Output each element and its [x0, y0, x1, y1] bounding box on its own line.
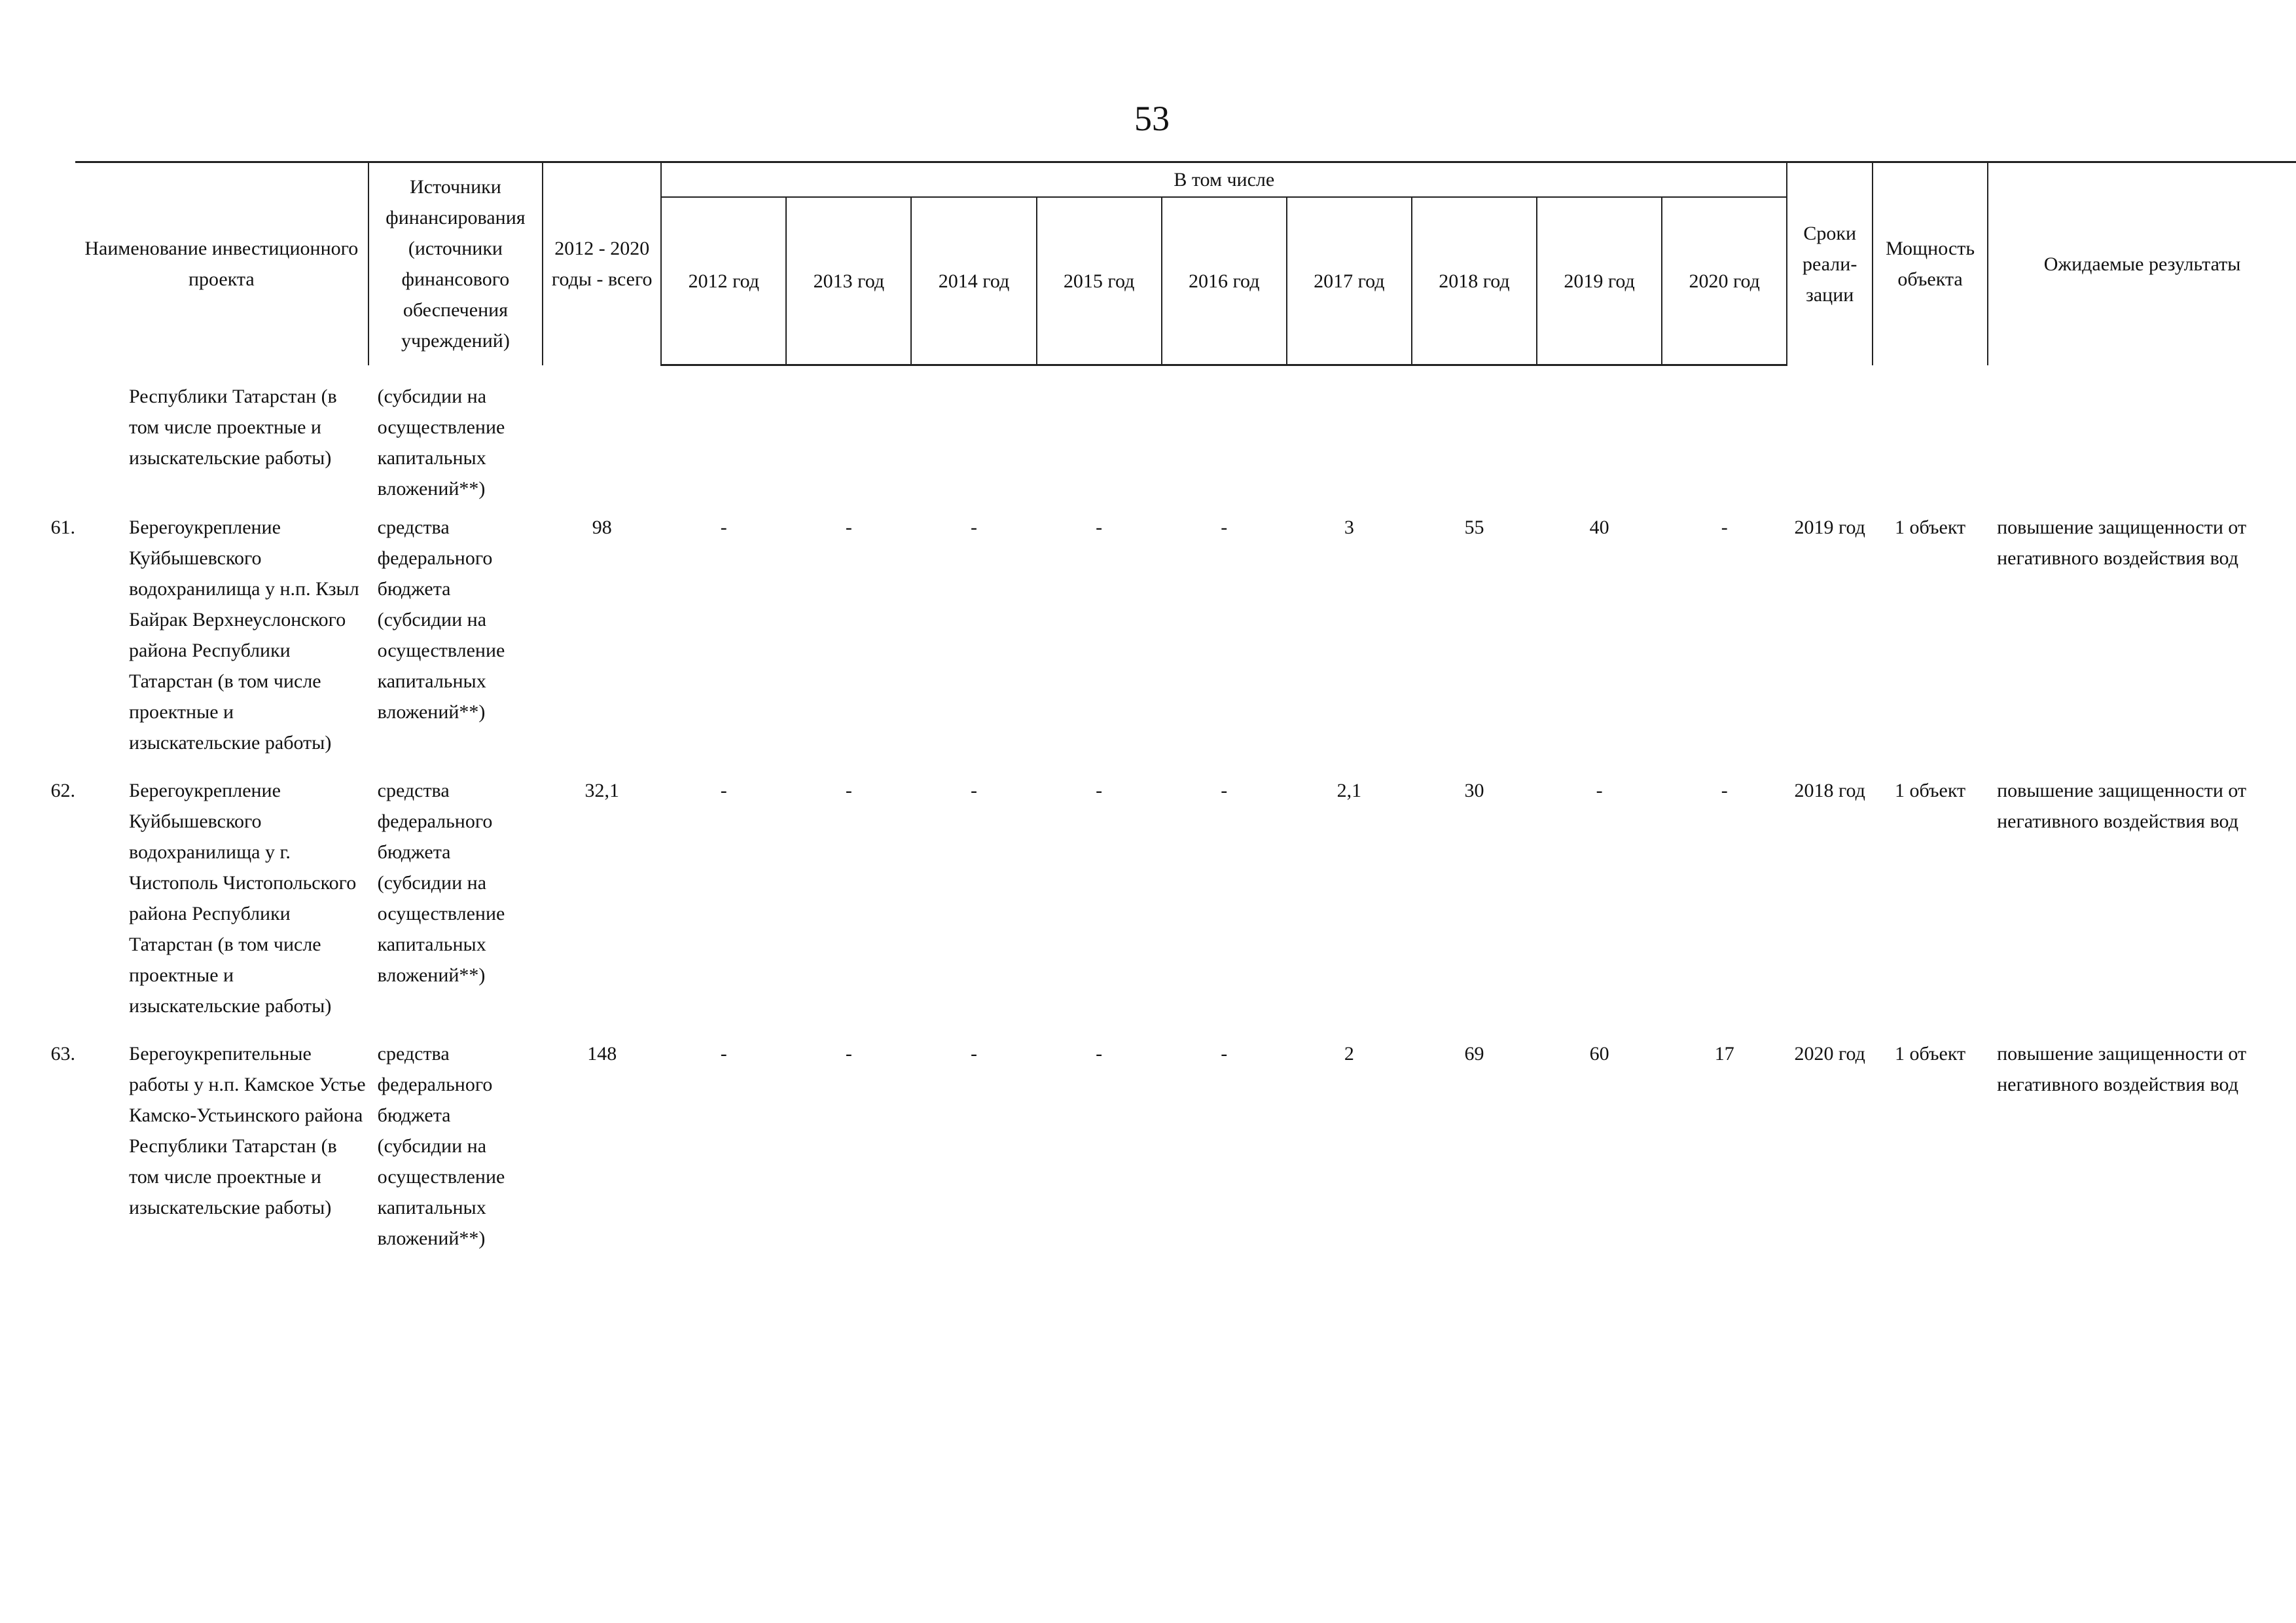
financing-source: средства федерального бюджета (субсидии на осуществление капитальных вложений**) [377, 1042, 505, 1249]
header-including: В том числе [661, 162, 1787, 198]
year-value: - [971, 1042, 978, 1065]
header-year: 2013 год [786, 197, 911, 365]
header-year: 2017 год [1287, 197, 1412, 365]
year-value: 60 [1589, 1042, 1609, 1065]
year-value: - [1721, 779, 1728, 801]
table-body [50, 365, 2296, 1263]
total-value: 32,1 [584, 779, 619, 801]
continuation-project-name: Республики Татарстан (в том числе проектные и изыскательские работы) [129, 385, 337, 469]
table-row [75, 767, 2296, 1030]
header-year: 2014 год [911, 197, 1036, 365]
row-number: 63. [50, 1042, 75, 1065]
header-capacity: Мощность объекта [1873, 162, 1988, 365]
header-year: 2019 год [1537, 197, 1662, 365]
project-name: Берегоукрепительные работы у н.п. Камское Устье Камско-Устьинского района Республики Татарстан (в том числе проектные и изыскательские работы) [129, 1042, 366, 1218]
header-results: Ожидаемые результаты [1988, 162, 2296, 365]
year-value: 40 [1589, 516, 1609, 538]
year-value: - [971, 516, 978, 538]
year-value: - [845, 1042, 852, 1065]
expected-result: повышение защищенности от негативного воздействия вод [1997, 779, 2247, 832]
year-value: - [1096, 1042, 1103, 1065]
year-value: 55 [1464, 516, 1484, 538]
table-row [75, 504, 2296, 767]
year-value: - [720, 1042, 727, 1065]
row-number: 61. [50, 516, 75, 538]
object-capacity: 1 объект [1895, 1042, 1966, 1065]
header-year: 2018 год [1412, 197, 1537, 365]
year-value: - [845, 779, 852, 801]
year-value: - [1221, 1042, 1228, 1065]
header-term: Сроки реали- зации [1787, 162, 1873, 365]
year-value: 2 [1344, 1042, 1354, 1065]
continuation-financing-source: (субсидии на осуществление капитальных вложений**) [377, 385, 505, 500]
year-value: 30 [1464, 779, 1484, 801]
page-number: 53 [1134, 99, 1170, 138]
year-value: - [1596, 779, 1603, 801]
header-total: 2012 - 2020 годы - всего [543, 162, 661, 365]
implementation-term: 2018 год [1794, 779, 1865, 801]
expected-result: повышение защищенности от негативного воздействия вод [1997, 516, 2247, 569]
financing-source: средства федерального бюджета (субсидии на осуществление капитальных вложений**) [377, 779, 505, 986]
year-value: - [1096, 779, 1103, 801]
year-value: 2,1 [1336, 779, 1362, 801]
header-year: 2015 год [1037, 197, 1162, 365]
year-value: - [971, 779, 978, 801]
year-value: - [1221, 516, 1228, 538]
year-value: 69 [1464, 1042, 1484, 1065]
header-financing-sources: Источники финансирования (источники финансового обеспечения учреждений) [368, 162, 543, 365]
project-name: Берегоукрепление Куйбышевского водохранилища у н.п. Кзыл Байрак Верхнеуслонского района Республики Татарстан (в том числе проектные и изыскательские работы) [129, 516, 359, 754]
year-value: - [1221, 779, 1228, 801]
year-value: - [1721, 516, 1728, 538]
header-year: 2020 год [1662, 197, 1787, 365]
year-value: - [845, 516, 852, 538]
investment-projects-table [50, 161, 2296, 1263]
object-capacity: 1 объект [1895, 779, 1966, 801]
implementation-term: 2019 год [1794, 516, 1865, 538]
total-value: 98 [592, 516, 612, 538]
implementation-term: 2020 год [1794, 1042, 1865, 1065]
row-number: 62. [50, 779, 75, 801]
year-value: 3 [1344, 516, 1354, 538]
header-year: 2012 год [661, 197, 786, 365]
expected-result: повышение защищенности от негативного воздействия вод [1997, 1042, 2247, 1095]
project-name: Берегоукрепление Куйбышевского водохранилища у г. Чистополь Чистопольского района Республики Татарстан (в том числе проектные и изыскательские работы) [129, 779, 357, 1017]
table-row-continuation [75, 365, 2296, 504]
year-value: - [1096, 516, 1103, 538]
table-row [75, 1030, 2296, 1263]
year-value: - [720, 779, 727, 801]
header-project-name: Наименование инвестиционного проекта [75, 162, 368, 365]
total-value: 148 [587, 1042, 617, 1065]
header-year: 2016 год [1162, 197, 1287, 365]
object-capacity: 1 объект [1895, 516, 1966, 538]
table-header [75, 162, 2296, 365]
year-value: - [720, 516, 727, 538]
financing-source: средства федерального бюджета (субсидии на осуществление капитальных вложений**) [377, 516, 505, 723]
year-value: 17 [1714, 1042, 1734, 1065]
